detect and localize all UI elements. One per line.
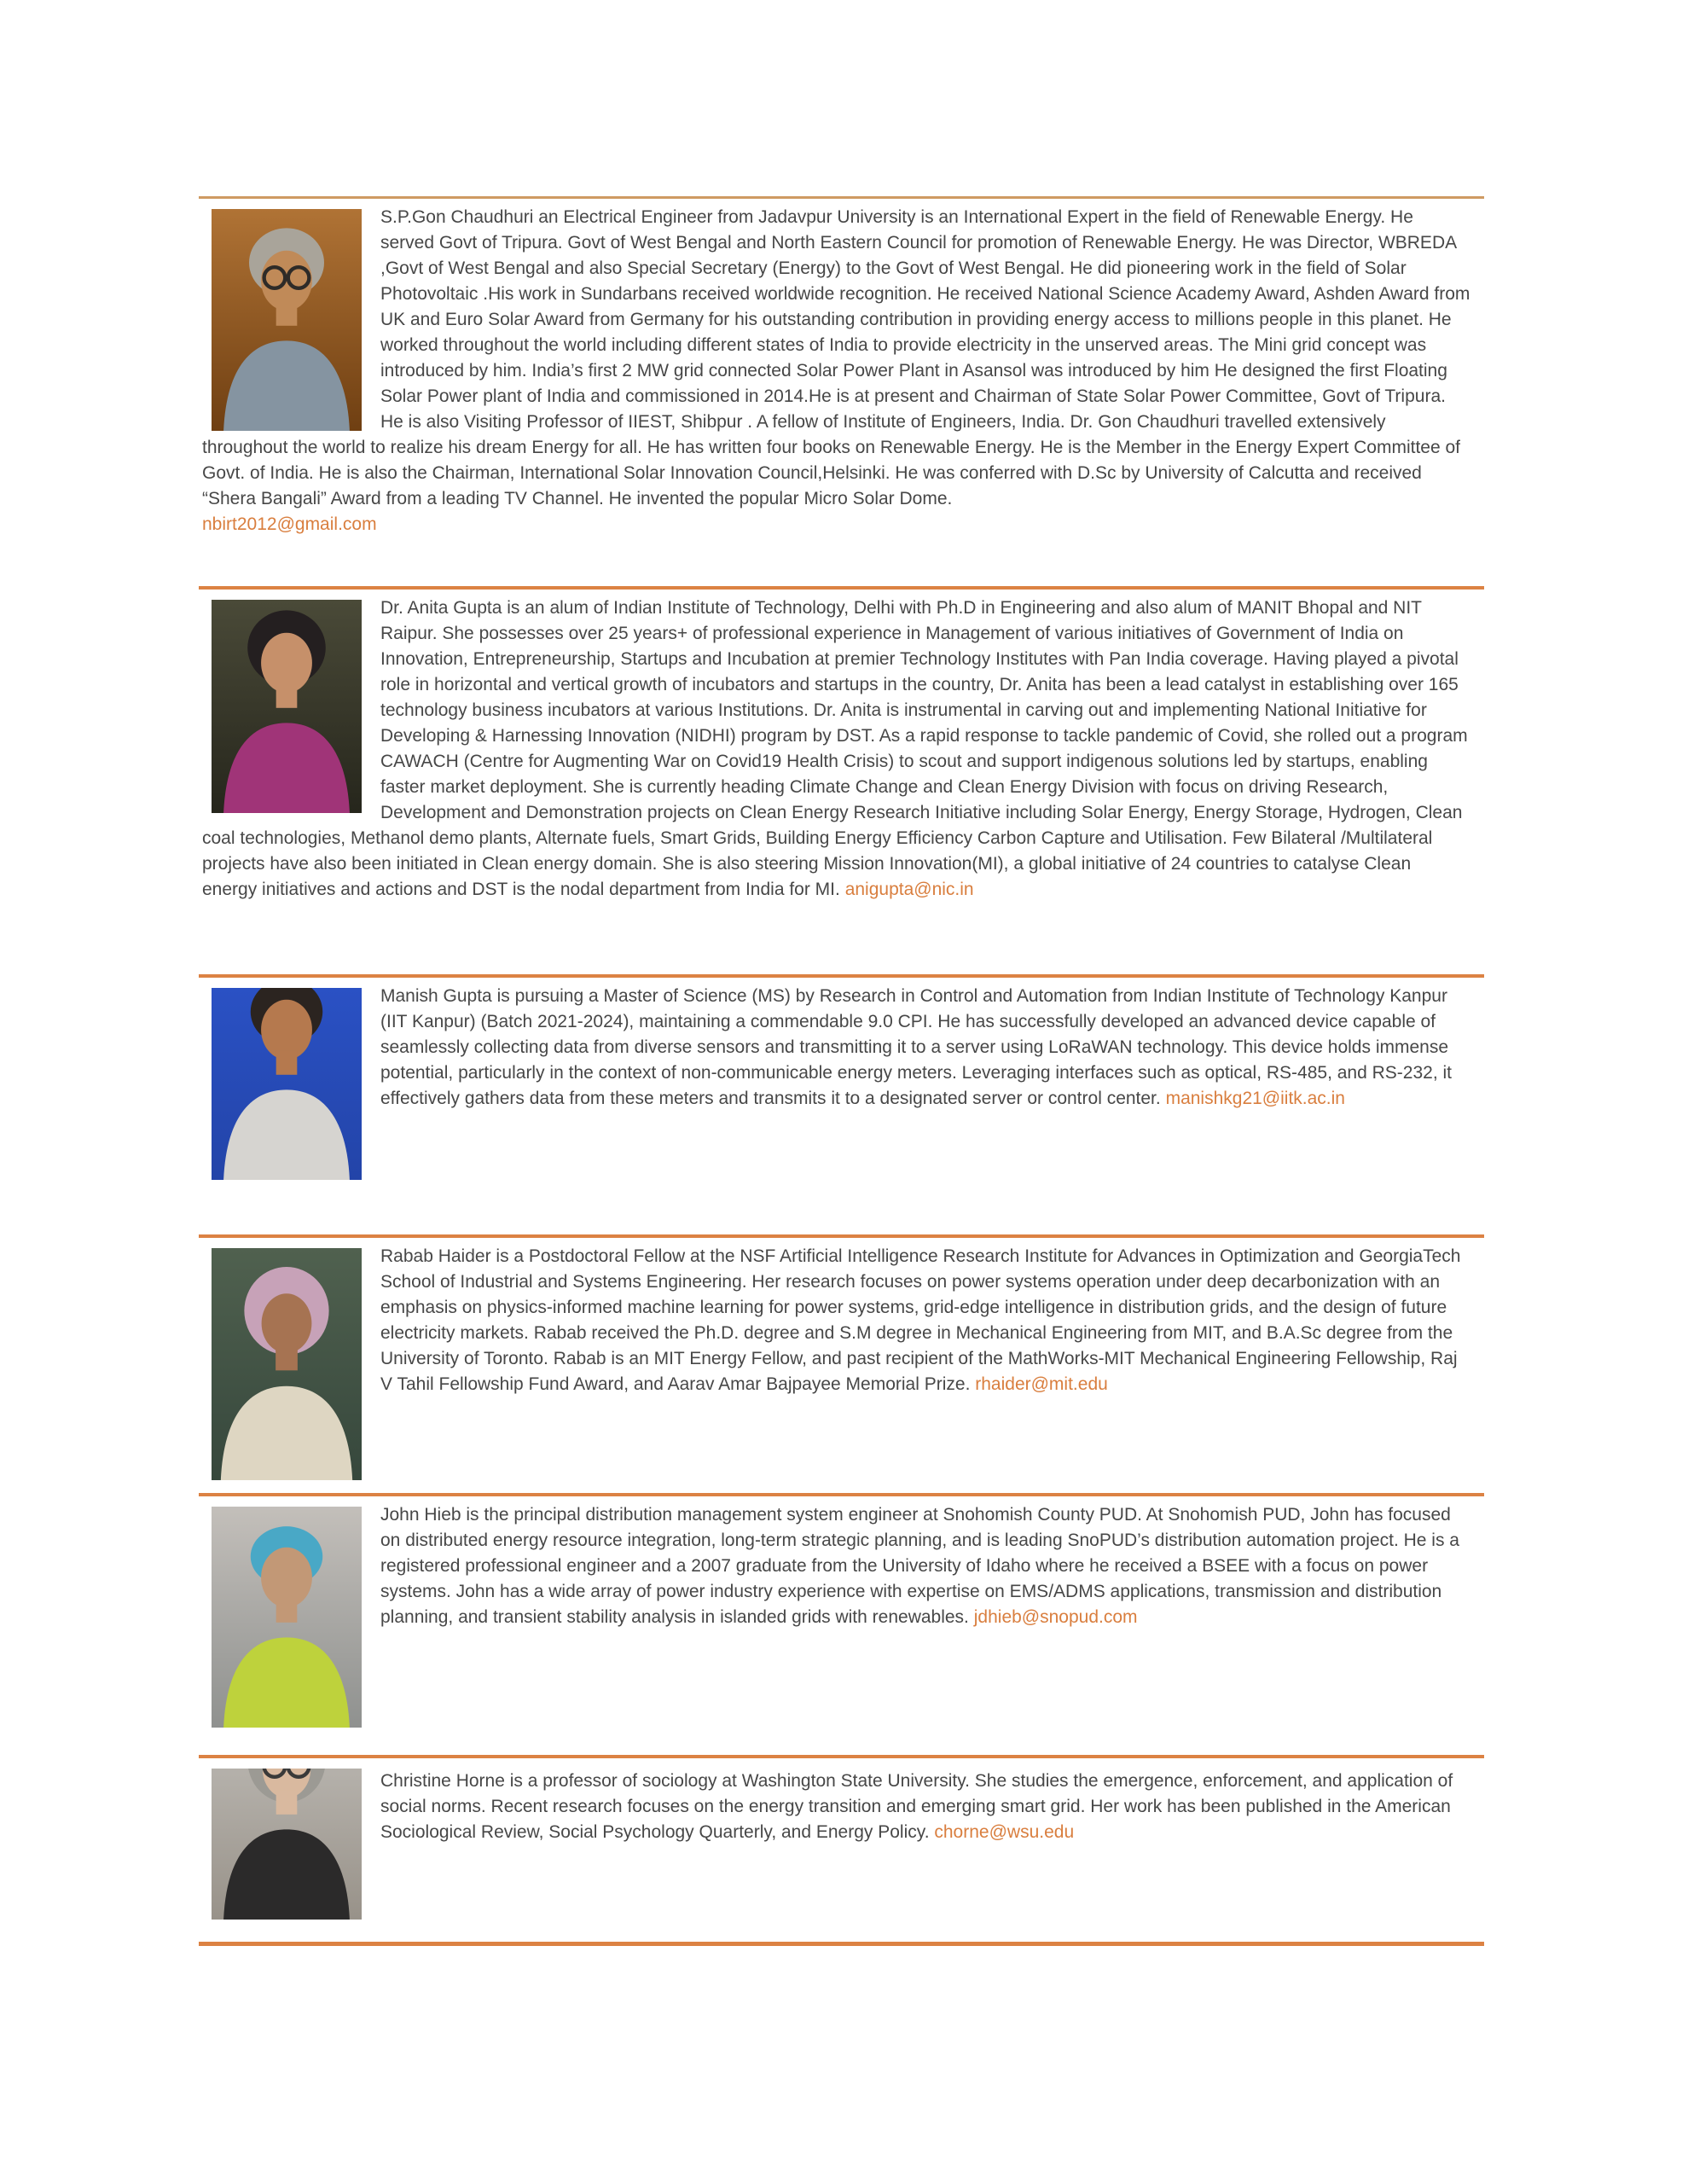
email-link[interactable]: rhaider@mit.edu <box>975 1374 1108 1394</box>
person-avatar-icon <box>212 1248 362 1480</box>
bio-text: John Hieb is the principal distribution management system engineer at Snohomish County PUD. At Snohomish PUD, John has focused on distributed energy resource integration, long-term strategic planning, and is leading SnoPUD’s distribution automation project. He is a registered professional engineer and a 2007 graduate from the University of Idaho where he received a BSEE with a focus on power systems. John has a wide array of power industry experience with expertise on EMS/ADMS applications, transmission and distribution planning, and transient stability analysis in islanded grids with renewables. <box>380 1505 1459 1627</box>
email-link[interactable]: anigupta@nic.in <box>844 880 974 899</box>
person-avatar-icon <box>212 1769 362 1920</box>
bio-text: Dr. Anita Gupta is an alum of Indian Institute of Technology, Delhi with Ph.D in Engineering and also alum of MANIT Bhopal and NIT Raipur. She possesses over 25 years+ of professional experience in Management of various initiatives of Government of India on Innovation, Entrepreneurship, Startups and Incubation at premier Technology Institutes with Pan India coverage. Having played a pivotal role in horizontal and vertical growth of incubators and startups in the country, Dr. Anita has been a lead catalyst in establishing over 165 technology business incubators at various Institutions. Dr. Anita is instrumental in carving out and implementing National Initiative for Developing & Harnessing Innovation (NIDHI) program by DST. As a rapid response to tackle pandemic of Covid, she rolled out a program CAWACH (Centre for Augmenting War on Covid19 Health Crisis) to scout and support indigenous solutions led by startups, enabling faster market deployment. She is currently heading Climate Change and Clean Energy Division with focus on driving Research, Development and Demonstration projects on Clean Energy Research Initiative including Solar Energy, Energy Storage, Hydrogen, Clean coal technologies, Methanol demo plants, Alternate fuels, Smart Grids, Building Energy Efficiency Carbon Capture and Utilisation. Few Bilateral /Multilateral projects have also been initiated in Clean energy domain. She is also steering Mission Innovation(MI), a global initiative of 24 countries to catalyse Clean energy initiatives and actions and DST is the nodal department from India for MI. <box>202 598 1468 899</box>
person-avatar-icon <box>212 988 362 1180</box>
bio-paragraph <box>199 199 1484 537</box>
email-link[interactable]: chorne@wsu.edu <box>934 1822 1075 1842</box>
bio-section-anita-gupta <box>199 586 1484 974</box>
bio-paragraph <box>199 978 1484 1112</box>
bio-section-rabab-haider <box>199 1234 1484 1493</box>
person-avatar-icon <box>212 600 362 813</box>
profile-photo <box>212 209 362 431</box>
bio-text: Christine Horne is a professor of sociology at Washington State University. She studies the emergence, enforcement, and application of social norms. Recent research focuses on the energy transition and emerging smart grid. Her work has been published in the American Sociological Review, Social Psychology Quarterly, and Energy Policy. <box>380 1771 1453 1842</box>
bio-text: Rabab Haider is a Postdoctoral Fellow at the NSF Artificial Intelligence Research Institute for Advances in Optimization and GeorgiaTech School of Industrial and Systems Engineering. Her research focuses on power systems operation under deep decarbonization with an emphasis on physics-informed machine learning for power systems, grid-edge intelligence in distribution grids, and the design of future electricity markets. Rabab received the Ph.D. degree and S.M degree in Mechanical Engineering from MIT, and B.A.Sc degree from the University of Toronto. Rabab is an MIT Energy Fellow, and past recipient of the MathWorks-MIT Mechanical Engineering Fellowship, Raj V Tahil Fellowship Fund Award, and Aarav Amar Bajpayee Memorial Prize. <box>380 1246 1461 1394</box>
bio-text: S.P.Gon Chaudhuri an Electrical Engineer from Jadavpur University is an International Expert in the field of Renewable Energy. He served Govt of Tripura. Govt of West Bengal and North Eastern Council for promotion of Renewable Energy. He was Director, WBREDA ,Govt of West Bengal and also Special Secretary (Energy) to the Govt of West Bengal. He did pioneering work in the field of Solar Photovoltaic .His work in Sundarbans received worldwide recognition. He received National Science Academy Award, Ashden Award from UK and Euro Solar Award from Germany for his outstanding contribution in providing energy access to millions people in this planet. He worked throughout the world including different states of India to provide electricity in the unserved areas. The Mini grid concept was introduced by him. India’s first 2 MW grid connected Solar Power Plant in Asansol was introduced by him He designed the first Floating Solar Power plant of India and commissioned in 2014.He is at present and Chairman of State Solar Power Committee, Govt of Tripura. He is also Visiting Professor of IIEST, Shibpur . A fellow of Institute of Engineers, India. Dr. Gon Chaudhuri travelled extensively throughout the world to realize his dream Energy for all. He has written four books on Renewable Energy. He is the Member in the Energy Expert Committee of Govt. of India. He is also the Chairman, International Solar Innovation Council,Helsinki. He was conferred with D.Sc by University of Calcutta and received “Shera Bangali” Award from a leading TV Channel. He invented the popular Micro Solar Dome. <box>202 207 1470 508</box>
bio-paragraph <box>199 1758 1484 1845</box>
profile-photo <box>212 600 362 813</box>
bio-section-john-hieb <box>199 1493 1484 1755</box>
email-link[interactable]: manishkg21@iitk.ac.in <box>1165 1089 1345 1108</box>
profile-photo <box>212 1769 362 1920</box>
profile-photo <box>212 988 362 1180</box>
bio-section-christine-horne <box>199 1755 1484 1942</box>
profile-photo <box>212 1507 362 1728</box>
section-divider <box>199 1942 1484 1946</box>
email-link[interactable]: nbirt2012@gmail.com <box>202 514 377 534</box>
person-avatar-icon <box>212 1507 362 1728</box>
bio-paragraph <box>199 1496 1484 1630</box>
bio-section-gon-chaudhuri <box>199 196 1484 586</box>
bio-section-manish-gupta <box>199 974 1484 1234</box>
bio-text: Manish Gupta is pursuing a Master of Science (MS) by Research in Control and Automation from Indian Institute of Technology Kanpur (IIT Kanpur) (Batch 2021-2024), maintaining a commendable 9.0 CPI. He has successfully developed an advanced device capable of seamlessly collecting data from diverse sensors and transmitting it to a server using LoRaWAN technology. This device holds immense potential, particularly in the context of non-communicable energy meters. Leveraging interfaces such as optical, RS-485, and RS-232, it effectively gathers data from these meters and transmits it to a designated server or control center. <box>380 986 1453 1108</box>
bio-paragraph <box>199 1238 1484 1397</box>
profile-photo <box>212 1248 362 1480</box>
email-link[interactable]: jdhieb@snopud.com <box>973 1607 1138 1627</box>
bio-paragraph <box>199 590 1484 903</box>
person-avatar-icon <box>212 209 362 431</box>
